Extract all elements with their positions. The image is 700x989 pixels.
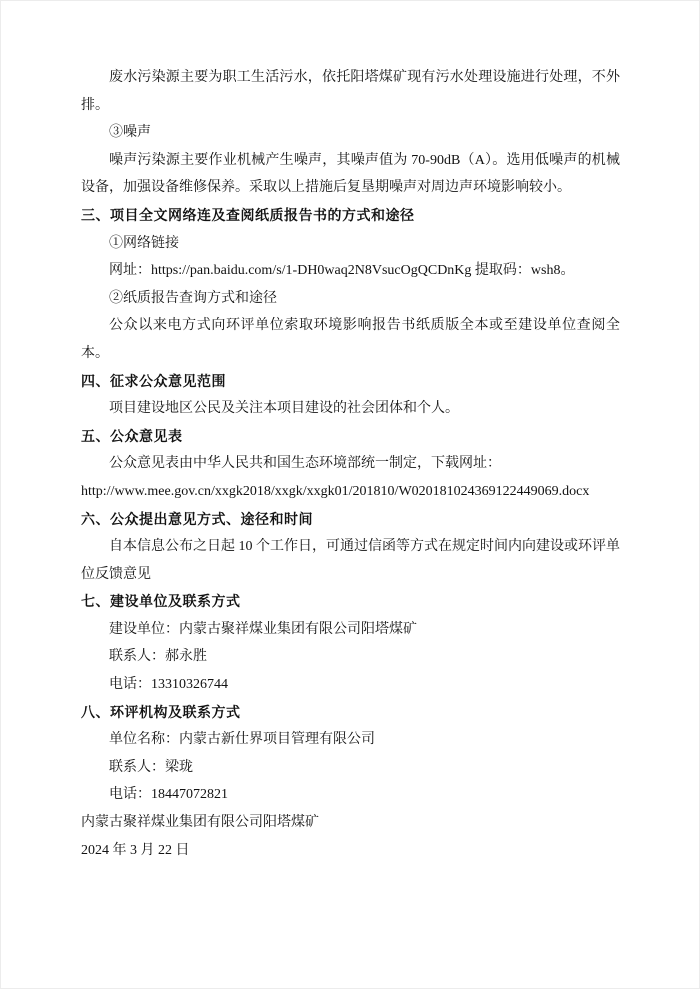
para-wastewater: 废水污染源主要为职工生活污水，依托阳塔煤矿现有污水处理设施进行处理，不外排。: [81, 70, 620, 113]
para-network-link-label: ①网络链接: [109, 235, 179, 251]
signature-company: 内蒙古聚祥煤业集团有限公司阳塔煤矿: [81, 815, 319, 831]
para-contact-hao: 联系人：郝永胜: [109, 649, 207, 665]
heading-section-6: 六、公众提出意见方式、途径和时间: [81, 510, 313, 527]
para-paper-report-label: ②纸质报告查询方式和途径: [109, 290, 277, 306]
heading-section-7: 七、建设单位及联系方式: [81, 593, 241, 610]
para-eia-unit-name: 单位名称：内蒙古新仕界项目管理有限公司: [109, 732, 375, 748]
para-phone-construction: 电话：13310326744: [109, 677, 228, 693]
heading-section-3: 三、项目全文网络连及查阅纸质报告书的方式和途径: [81, 206, 415, 223]
heading-section-4: 四、征求公众意见范围: [81, 372, 226, 389]
para-construction-unit: 建设单位：内蒙古聚祥煤业集团有限公司阳塔煤矿: [109, 621, 417, 637]
para-baidu-pan-url: 网址：https://pan.baidu.com/s/1-DH0waq2N8VsucOgQCDnKg 提取码：wsh8。: [109, 263, 575, 279]
heading-section-5: 五、公众意见表: [81, 427, 183, 444]
para-paper-report-detail: 公众以来电方式向环评单位索取环境影响报告书纸质版全本或至建设单位查阅全本。: [81, 318, 620, 361]
para-feedback-period: 自本信息公布之日起 10 个工作日，可通过信函等方式在规定时间内向建设或环评单位反馈意见: [81, 539, 620, 582]
mee-docx-url: http://www.mee.gov.cn/xxgk2018/xxgk/xxgk01/201810/W020181024369122449069.docx: [81, 483, 590, 499]
para-contact-liang: 联系人：梁珑: [109, 759, 193, 775]
heading-section-8: 八、环评机构及联系方式: [81, 703, 241, 720]
para-noise-detail: 噪声污染源主要作业机械产生噪声，其噪声值为 70-90dB（A）。选用低噪声的机械设备，加强设备维修保养。采取以上措施后复垦期噪声对周边声环境影响较小。: [81, 152, 620, 196]
signature-date: 2024 年 3 月 22 日: [81, 842, 190, 858]
para-phone-eia: 电话：18447072821: [109, 787, 228, 803]
para-opinion-scope: 项目建设地区公民及关注本项目建设的社会团体和个人。: [109, 401, 459, 417]
para-noise-label: ③噪声: [109, 125, 151, 141]
para-opinion-form-intro: 公众意见表由中华人民共和国生态环境部统一制定，下载网址：: [109, 456, 501, 472]
